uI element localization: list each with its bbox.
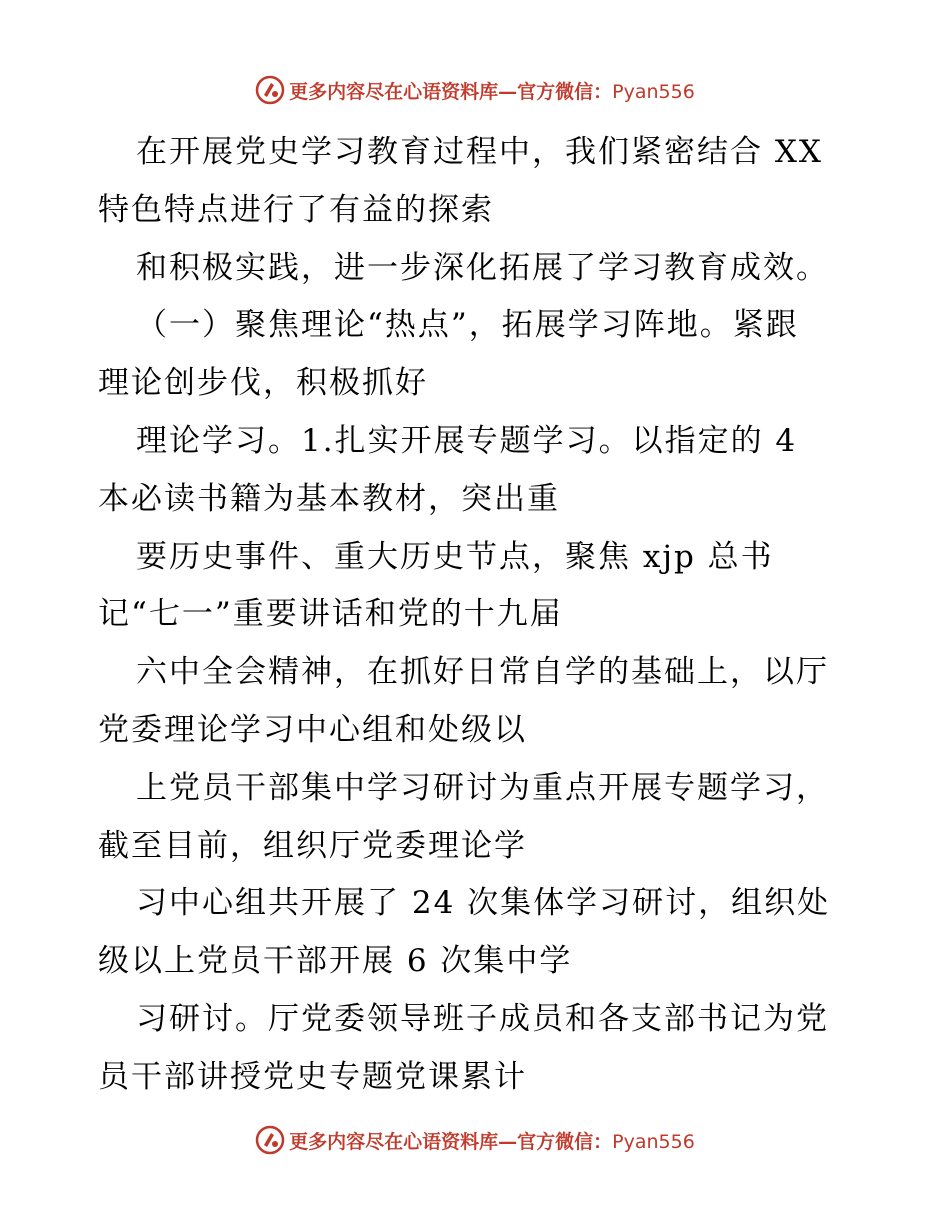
body-line-17: 员干部讲授党史专题党课累计 — [98, 1058, 527, 1095]
body-line-7: 本必读书籍为基本教材，突出重 — [98, 480, 560, 517]
body-line-6: 理论学习。1.扎实开展专题学习。以指定的 4 — [136, 422, 798, 459]
header-banner-label: 更多内容尽在心语资料库—官方微信： — [289, 80, 613, 103]
body-line-16: 习研讨。厅党委领导班子成员和各支部书记为党 — [136, 1000, 829, 1037]
footer-banner-label: 更多内容尽在心语资料库—官方微信： — [289, 1130, 613, 1153]
logo-icon — [255, 1125, 285, 1155]
footer-banner — [0, 1120, 950, 1160]
body-line-2: 特色特点进行了有益的探索 — [98, 191, 494, 228]
body-line-8: 要历史事件、重大历史节点，聚焦 xjp 总书 — [136, 538, 774, 575]
body-line-10: 六中全会精神，在抓好日常自学的基础上，以厅 — [136, 654, 829, 691]
body-line-5: 理论创步伐，积极抓好 — [98, 365, 428, 402]
header-banner — [0, 70, 950, 110]
footer-banner-text — [289, 1127, 695, 1154]
body-line-9: 记“七一”重要讲话和党的十九届 — [98, 596, 563, 633]
body-line-4: （一）聚焦理论“热点”，拓展学习阵地。紧跟 — [136, 307, 799, 344]
body-line-11: 党委理论学习中心组和处级以 — [98, 711, 527, 748]
body-line-13: 截至目前，组织厅党委理论学 — [98, 827, 527, 864]
footer-banner-contact: Pyan556 — [612, 1130, 695, 1153]
body-line-14: 习中心组共开展了 24 次集体学习研讨，组织处 — [136, 885, 831, 922]
body-line-3: 和积极实践，进一步深化拓展了学习教育成效。 — [136, 249, 829, 286]
body-line-15: 级以上党员干部开展 6 次集中学 — [98, 943, 573, 980]
body-line-1: 在开展党史学习教育过程中，我们紧密结合 XX — [136, 134, 823, 170]
body-line-12: 上党员干部集中学习研讨为重点开展专题学习， — [136, 769, 829, 806]
document-body — [98, 124, 858, 1107]
logo-icon — [255, 75, 285, 105]
header-banner-contact: Pyan556 — [612, 80, 695, 103]
header-banner-text — [289, 77, 695, 104]
